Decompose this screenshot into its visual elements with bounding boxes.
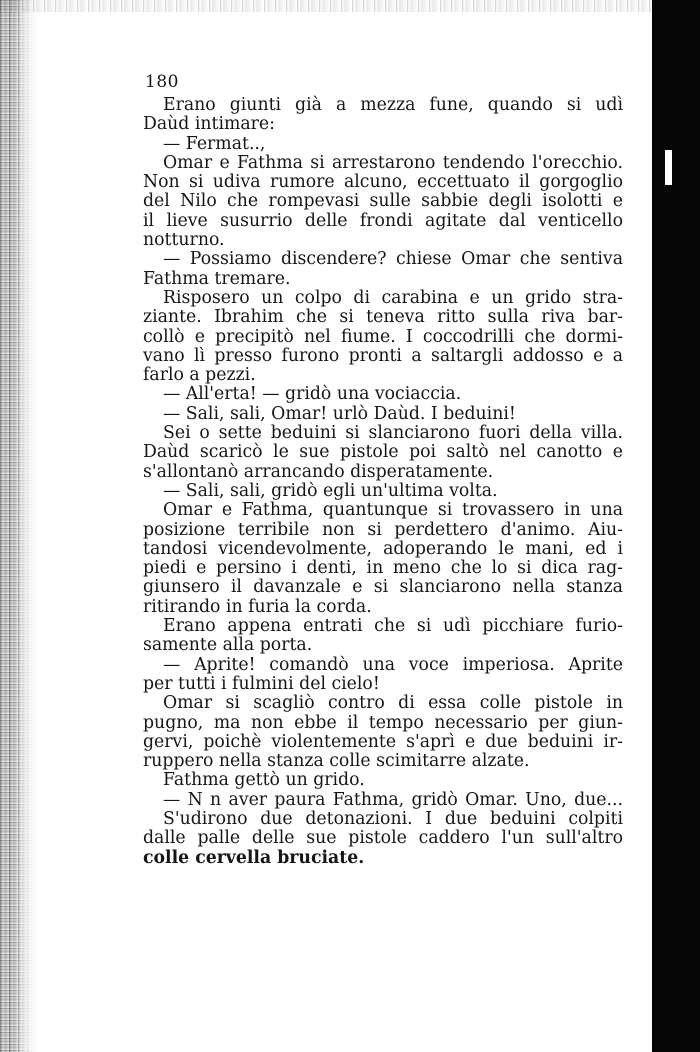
- text-line: dalle palle delle sue pistole caddero l'un sull'altro: [143, 828, 623, 849]
- binding-gap: [665, 150, 672, 185]
- text-line: Erano appena entrati che si udì picchiare furio-: [163, 616, 623, 637]
- text-line: — Sali, sali, Omar! urlò Daùd. I beduini!: [163, 403, 516, 424]
- text-line: ruppero nella stanza colle scimitarre alzate.: [143, 751, 530, 772]
- text-line: — All'erta! — gridò una vociaccia.: [163, 384, 462, 405]
- text-line: Erano giunti già a mezza fune, quando si udì: [163, 95, 623, 115]
- text-line: samente alla porta.: [143, 635, 313, 656]
- text-line: vano lì presso furono pronti a saltargli addosso e a: [143, 345, 623, 366]
- text-line: — Possiamo discendere? chiese Omar che sentiva: [163, 249, 623, 270]
- text-block: [143, 96, 623, 868]
- text-line: S'udirono due detonazioni. I due beduini colpiti: [163, 808, 623, 829]
- text-line: collò e precipitò nel fiume. I coccodrilli che dormi-: [143, 326, 623, 347]
- text-line: — N n aver paura Fathma, gridò Omar. Uno, due...: [163, 789, 623, 810]
- text-line: Sei o sette beduini si slanciarono fuori della villa.: [163, 423, 623, 444]
- text-line: Fathma tremare.: [143, 268, 291, 289]
- page-number: 180: [145, 72, 179, 92]
- text-line: posizione terribile non si perdettero d'animo. Aiu-: [143, 519, 623, 540]
- text-line: giunsero il davanzale e si slanciarono nella stanza: [143, 577, 623, 598]
- text-line: Risposero un colpo di carabina e un grido stra-: [163, 287, 623, 308]
- text-line: gervi, poichè violentemente s'aprì e due beduini ir-: [143, 731, 623, 752]
- text-line: Omar e Fathma si arrestarono tendendo l'orecchio.: [163, 152, 623, 173]
- text-line: colle cervella bruciate.: [143, 847, 365, 868]
- page-body: [143, 72, 623, 868]
- text-line: piedi e persino i denti, in meno che lo si dica rag-: [143, 558, 623, 579]
- text-line: — Aprite! comandò una voce imperiosa. Aprite: [163, 654, 623, 675]
- text-line: per tutti i fulmini del cielo!: [143, 673, 380, 694]
- text-line: Fathma gettò un grido.: [163, 770, 365, 791]
- text-line: Daùd intimare:: [143, 114, 275, 135]
- text-line: ziante. Ibrahim che si teneva ritto sulla riva bar-: [143, 307, 623, 328]
- text-line: tandosi vicendevolmente, adoperando le mani, ed i: [143, 538, 623, 559]
- text-line: Non si udiva rumore alcuno, eccettuato il gorgoglio: [143, 172, 623, 193]
- text-line: — Sali, sali, gridò egli un'ultima volta.: [163, 480, 498, 501]
- scan-top-edge: [0, 0, 700, 12]
- text-line: notturno.: [143, 230, 225, 251]
- scan-left-edge: [0, 0, 38, 1052]
- text-line: ritirando in furia la corda.: [143, 596, 372, 617]
- text-line: del Nilo che rompevasi sulle sabbie degli isolotti e: [143, 191, 623, 212]
- binding-shadow: [652, 0, 700, 1052]
- text-line: pugno, ma non ebbe il tempo necessario per giun-: [143, 712, 623, 733]
- text-line: s'allontanò arrancando disperatamente.: [143, 461, 494, 482]
- text-line: il lieve susurrio delle frondi agitate dal venticello: [143, 210, 623, 231]
- text-line: — Fermat..,: [163, 133, 266, 154]
- text-line: Daùd scaricò le sue pistole poi saltò nel canotto e: [143, 442, 623, 463]
- text-line: farlo a pezzi.: [143, 365, 256, 386]
- text-line: Omar si scagliò contro di essa colle pistole in: [163, 693, 623, 714]
- text-line: Omar e Fathma, quantunque si trovassero in una: [163, 500, 623, 521]
